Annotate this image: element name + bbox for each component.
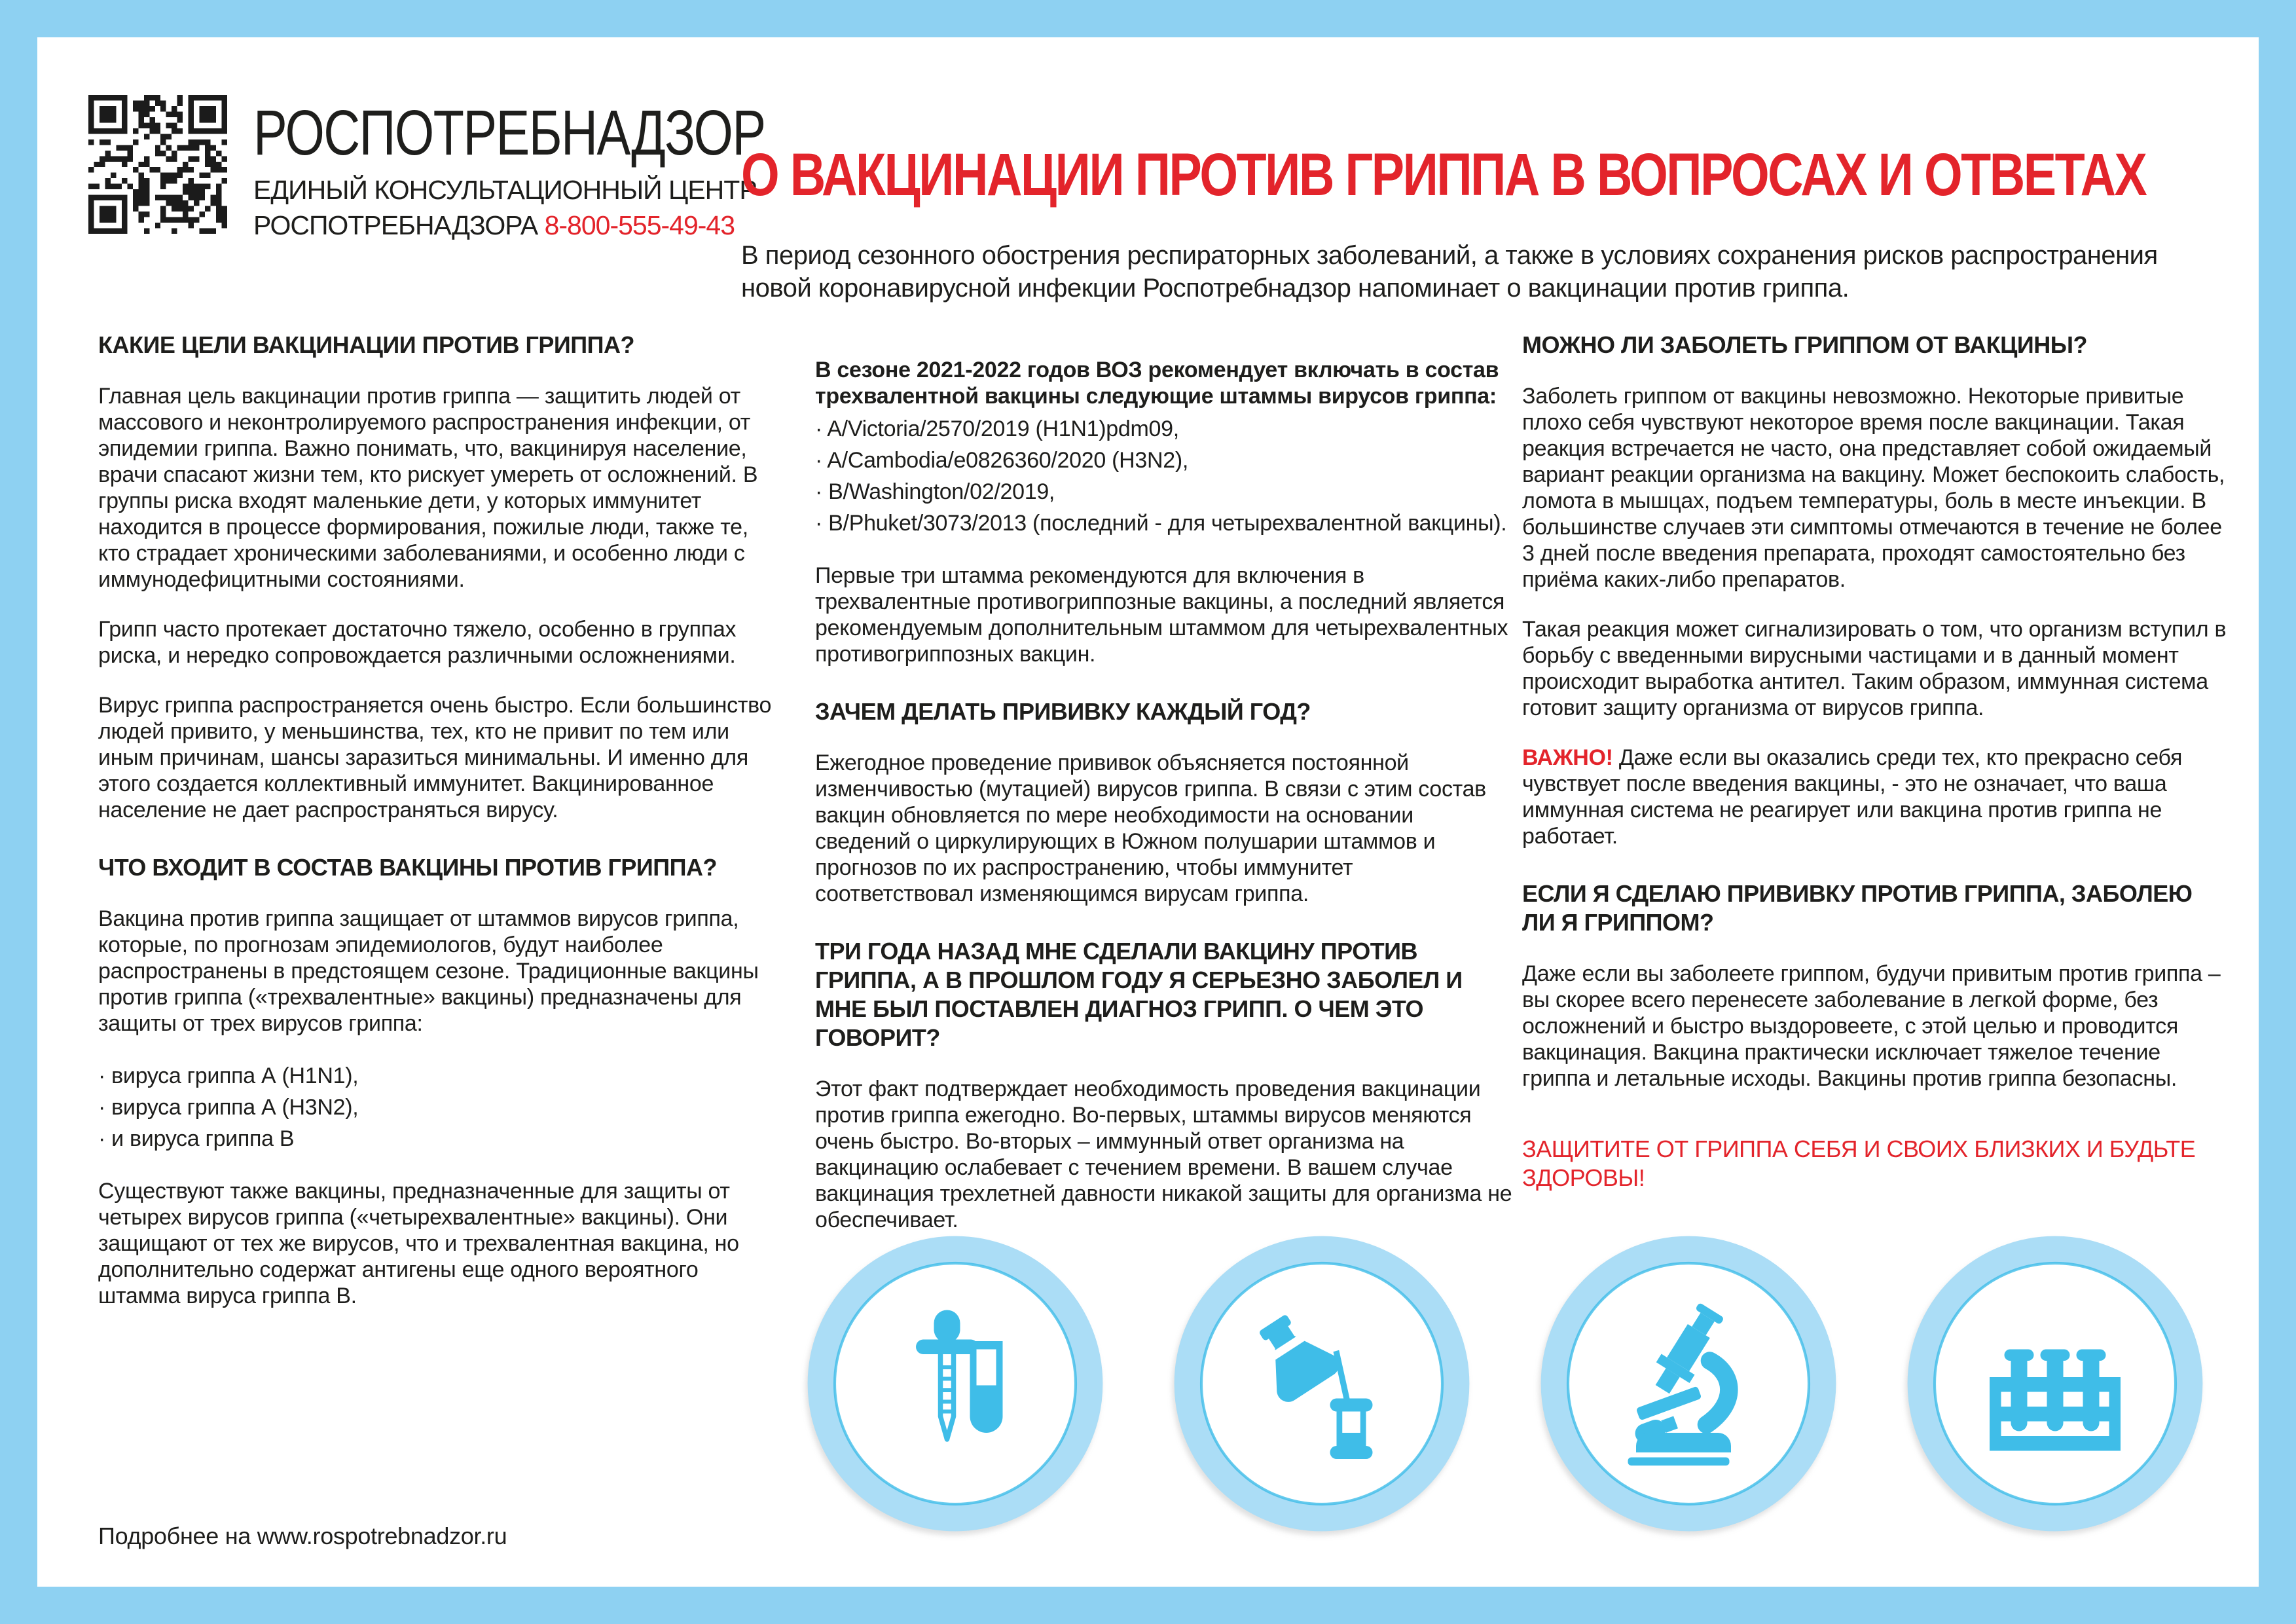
consultation-center-line1: ЕДИНЫЙ КОНСУЛЬТАЦИОННЫЙ ЦЕНТР (253, 175, 757, 205)
paragraph: Ежегодное проведение прививок объясняется постоянной изменчивостью (мутацией) вирусов гриппа. В связи с этим состав вакцин обновляется по мере необходимости на основании сведений о циркулирующих в Южном полушарии штаммов и прогнозов по их распространению, чтобы иммунитет соответствовал изменяющимся вирусам гриппа. (815, 750, 1486, 906)
paragraph: Этот факт подтверждает необходимость проведения вакцинации против гриппа ежегодно. Во-первых, штаммы вирусов меняются очень быстро. Во-вторых – иммунный ответ организма на вакцинацию ослабевает с течением времени. В вашем случае вакцинация трехлетней давности никакой защиты для организма не обеспечивает. (815, 1077, 1512, 1232)
who-recommendation-intro: В сезоне 2021-2022 годов ВОЗ рекомендует включать в состав трехвалентной вакцины следующие штаммы вирусов гриппа: (815, 358, 1499, 409)
icon-circle-microscope (1538, 1233, 1839, 1534)
cta-line: ЗАЩИТИТЕ ОТ ГРИППА СЕБЯ И СВОИХ БЛИЗКИХ И БУДЬТЕ ЗДОРОВЫ! (1522, 1135, 2196, 1191)
list-item: · A/Cambodia/e0826360/2020 (H3N2), (815, 448, 1189, 473)
paragraph: Вакцина против гриппа защищает от штаммов вирусов гриппа, которые, по прогнозам эпидемиологов, будут наиболее распространены в предстоящем сезоне. Традиционные вакцины против гриппа («трехвалентные» вакцины) предназначены для защиты от трех вирусов гриппа: (98, 906, 759, 1036)
list-item: · A/Victoria/2570/2019 (H1N1)pdm09, (815, 416, 1179, 441)
list-item: · B/Phuket/3073/2013 (последний - для четырехвалентной вакцины). (815, 511, 1507, 536)
poster-page (37, 37, 2259, 1587)
icon-circle-rack (1904, 1233, 2206, 1534)
consultation-center-lines (253, 172, 757, 243)
consultation-center-line2 (253, 208, 757, 243)
footer-note: Подробнее на www.rospotrebnadzor.ru (98, 1522, 507, 1549)
paragraph: Главная цель вакцинации против гриппа — защитить людей от массового и неконтролируемого распространения инфекции, от эпидемии гриппа. Важно понимать, что, вакцинируя население, врачи спасают жизни тем, кто рискует умереть от осложнений. В группы риска входят маленькие дети, у которых иммунитет находится в процессе формирования, пожилые люди, также те, кто страдает хроническими заболеваниями, и особенно люди с иммунодефицитными состояниями. (98, 384, 758, 592)
column-left (98, 331, 784, 1333)
paragraph: Первые три штамма рекомендуются для включения в трехвалентные противогриппозные вакцины, а последний является рекомендуемым дополнительным штаммом для четырехвалентных противогриппозных вакцин. (815, 563, 1508, 667)
strain-list (815, 413, 1514, 539)
question-heading: ЧТО ВХОДИТ В СОСТАВ ВАКЦИНЫ ПРОТИВ ГРИППА? (98, 854, 717, 881)
qr-code-pattern (88, 95, 227, 234)
column-right (1522, 331, 2228, 1192)
important-label: ВАЖНО! (1522, 745, 1613, 770)
list-item: · и вируса гриппа В (98, 1126, 295, 1151)
important-paragraph (1522, 745, 2228, 849)
question-heading: КАКИЕ ЦЕЛИ ВАКЦИНАЦИИ ПРОТИВ ГРИППА? (98, 331, 634, 358)
list-item: · вируса гриппа А (H3N2), (98, 1095, 359, 1120)
question-heading: ЗАЧЕМ ДЕЛАТЬ ПРИВИВКУ КАЖДЫЙ ГОД? (815, 698, 1311, 725)
pipette-and-test-tube-icon (873, 1302, 1037, 1466)
agency-logo-title: РОСПОТРЕБНАДЗОР (253, 97, 765, 168)
icon-row (805, 1233, 2206, 1534)
question-heading: ТРИ ГОДА НАЗАД МНЕ СДЕЛАЛИ ВАКЦИНУ ПРОТИВ ГРИППА, А В ПРОШЛОМ ГОДУ Я СЕРЬЕЗНО ЗАБОЛЕЛ И МНЕ БЫЛ ПОСТАВЛЕН ДИАГНОЗ ГРИПП. О ЧЕМ ЭТО ГОВОРИТ? (815, 938, 1463, 1051)
paragraph: Существуют также вакцины, предназначенные для защиты от четырех вирусов гриппа («четырехвалентные» вакцины). Они защищают от тех же вирусов, что и трехвалентная вакцина, но дополнительно содержат антигены еще одного вероятного штамма вируса гриппа В. (98, 1179, 739, 1308)
test-tube-rack-icon (1973, 1302, 2137, 1466)
icon-circle-pipette (805, 1233, 1106, 1534)
virus-list (98, 1060, 784, 1154)
important-text: Даже если вы оказались среди тех, кто прекрасно себя чувствует после введения вакцины, - это не означает, что ваша иммунная система не реагирует или вакцина против гриппа не работает. (1522, 745, 2183, 849)
qr-code-icon (88, 95, 227, 234)
flask-pouring-icon (1240, 1302, 1404, 1466)
paragraph: Такая реакция может сигнализировать о том, что организм вступил в борьбу с введенными вирусными частицами и в данный момент происходит выработка антител. Таким образом, иммунная система готовит защиту организма от вирусов гриппа. (1522, 617, 2227, 720)
poster-subtitle: В период сезонного обострения респираторных заболеваний, а также в условиях сохранения рисков распространения новой коронавирусной инфекции Роспотребнадзор напоминает о вакцинации против гриппа. (741, 241, 2158, 303)
microscope-icon (1607, 1302, 1770, 1466)
paragraph: Заболеть гриппом от вакцины невозможно. Некоторые привитые плохо себя чувствуют некоторое время после вакцинации. Такая реакция встречается не часто, она представляет собой ожидаемый вариант реакции организма на вакцину. Может беспокоить слабость, ломота в мышцах, подъем температуры, боль в месте инъекции. В большинстве случаев эти симптомы отмечаются в течение не более 3 дней после введения препарата, проходят самостоятельно без приёма каких-либо препаратов. (1522, 384, 2225, 592)
list-item: · B/Washington/02/2019, (815, 479, 1055, 504)
consultation-center-agency: РОСПОТРЕБНАДЗОРА (253, 210, 538, 240)
column-middle (815, 331, 1514, 1257)
paragraph: Вирус гриппа распространяется очень быстро. Если большинство людей привито, у меньшинства, тех, кто не привит по тем или иным причинам, шансы заразиться минимальны. И именно для этого создается коллективный иммунитет. Вакцинированное население не дает распространяться вирусу. (98, 693, 772, 822)
paragraph: Даже если вы заболеете гриппом, будучи привитым против гриппа – вы скорее всего перенесете заболевание в легкой форме, без осложнений и быстро выздоровеете, с этой целью и проводится вакцинация. Вакцина практически исключает тяжелое течение гриппа и летальные исходы. Вакцины против гриппа безопасны. (1522, 961, 2221, 1091)
list-item: · вируса гриппа А (H1N1), (98, 1063, 359, 1088)
question-heading: ЕСЛИ Я СДЕЛАЮ ПРИВИВКУ ПРОТИВ ГРИППА, ЗАБОЛЕЮ ЛИ Я ГРИППОМ? (1522, 880, 2193, 936)
phone-number: 8-800-555-49-43 (544, 210, 735, 240)
icon-circle-flask (1171, 1233, 1472, 1534)
paragraph: Грипп часто протекает достаточно тяжело, особенно в группах риска, и нередко сопровождается различными осложнениями. (98, 617, 737, 668)
poster-title: О ВАКЦИНАЦИИ ПРОТИВ ГРИППА В ВОПРОСАХ И ОТВЕТАХ (741, 141, 2146, 208)
question-heading: МОЖНО ЛИ ЗАБОЛЕТЬ ГРИППОМ ОТ ВАКЦИНЫ? (1522, 331, 2087, 358)
